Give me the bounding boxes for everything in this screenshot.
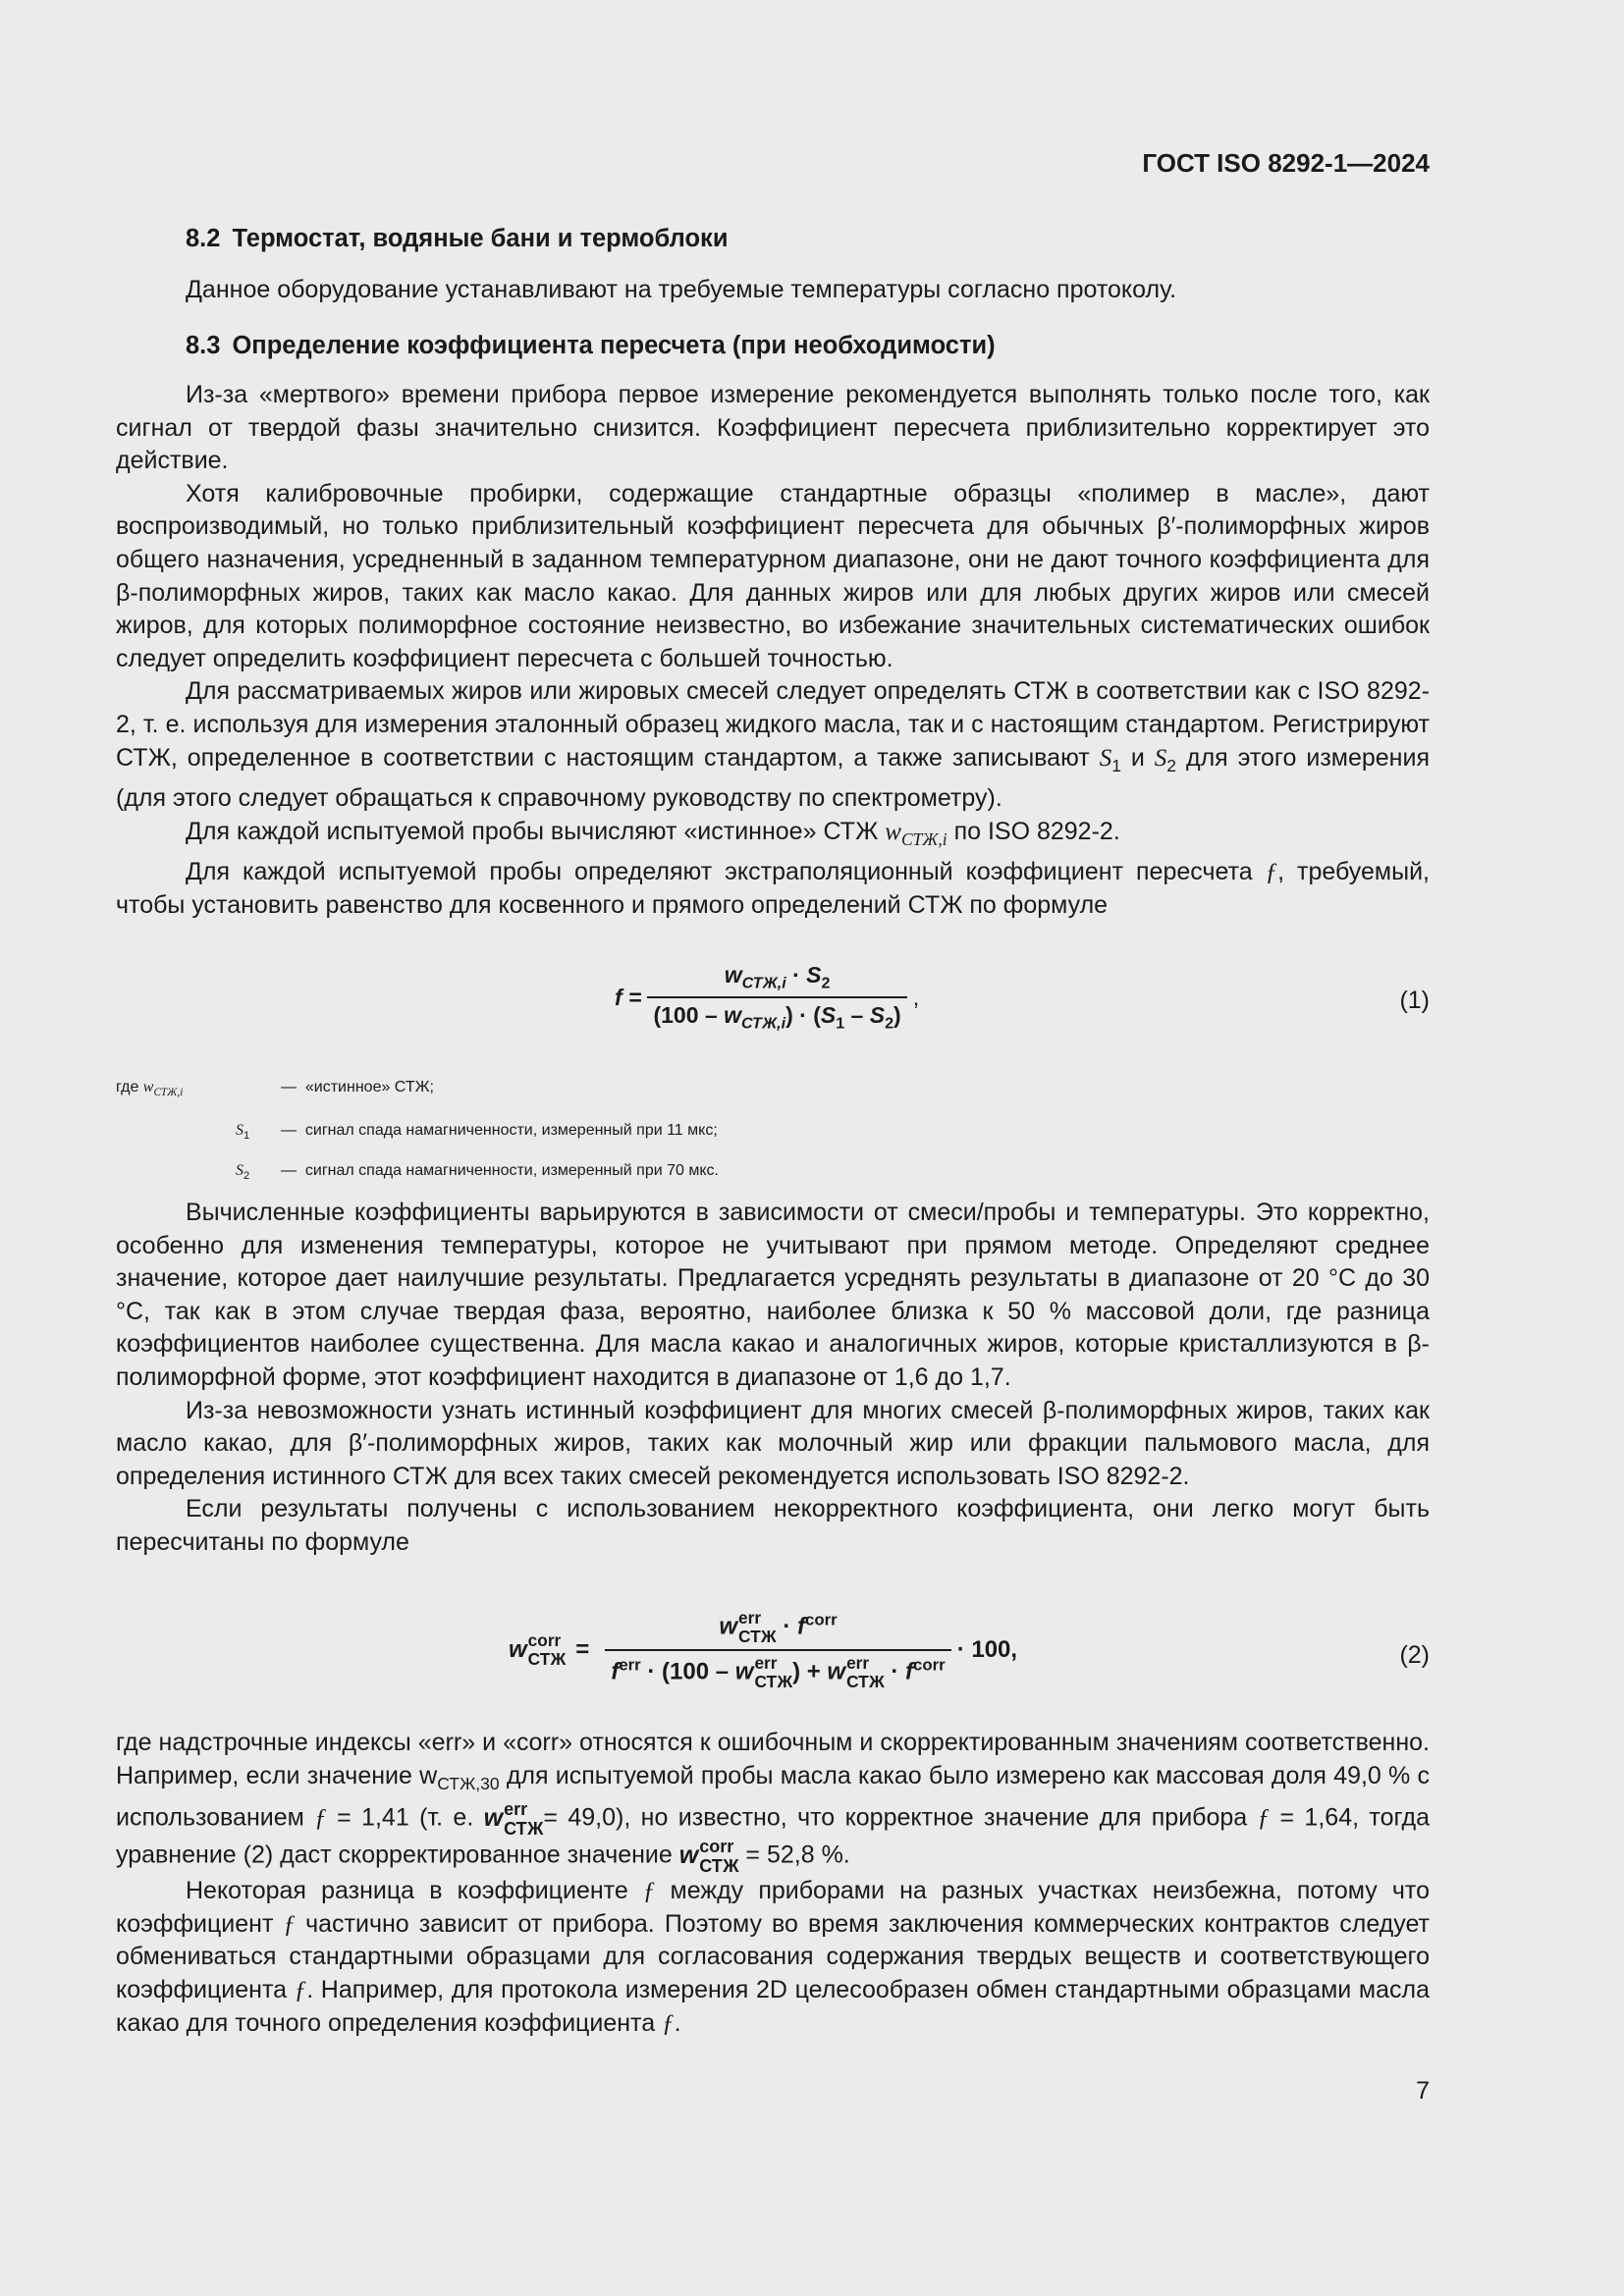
paragraph: Для каждой испытуемой пробы определяют экстраполяционный коэффициент пересчета ƒ, требуемый, чтобы установить равенство для косвенного и прямого определений СТЖ по формуле xyxy=(116,858,1430,919)
section-title: Термостат, водяные бани и термоблоки xyxy=(232,225,729,252)
formula-2-fraction: w err СТЖ · $f^{corr}$ $f^{err} \cdot (100 - w$ err СТЖ ) + w err СТЖ · $f^{corr}$ xyxy=(605,1610,950,1690)
body-text-block-2 xyxy=(116,1197,1430,1560)
where-row-1: где $w_{СТЖ,i}$ xyxy=(116,1079,184,1099)
formula-1-fraction: $\frac{w_{СТЖ,i} \cdot S_2}{(100 - w_{СТЖ,i}) \cdot (S_1 - S_2)}$ xyxy=(647,962,906,1033)
where-row-1-desc: — «истинное» СТЖ; xyxy=(281,1079,434,1095)
section-number: 8.3 xyxy=(186,332,221,359)
where-row-2-desc: — сигнал спада намагниченности, измеренный при 11 мкс; xyxy=(281,1122,718,1139)
paragraph: Некоторая разница в коэффициенте ƒ между приборами на разных участках неизбежна, потому что коэффициент ƒ частично зависит от прибора. Поэтому во время заключения коммерческих контрактов следует обмениваться стандартными образцами для согласования содержания твердых веществ и соответствующего коэффициента ƒ. Например, для протокола измерения 2D целесообразен обмен стандартными образцами масла какао для точного определения коэффициента ƒ. xyxy=(116,1877,1431,2037)
section-8-2-text: Данное оборудование устанавливают на требуемые температуры согласно протоколу. xyxy=(186,276,1177,303)
where-row-3: $S_2$ xyxy=(236,1162,250,1183)
formula-2: w corr СТЖ = w err СТЖ · $f^{corr}$ $f^{err} \cdot (100 - w$ err СТЖ ) + w err СТЖ · $f^{corr}$ · 100, xyxy=(509,1608,1018,1691)
equation-number-1: (1) xyxy=(1399,987,1430,1014)
page-number: 7 xyxy=(1416,2077,1430,2105)
formula-1: f = $\frac{w_{СТЖ,i} \cdot S_2}{(100 - w_{СТЖ,i}) \cdot (S_1 - S_2)}$ , xyxy=(615,962,920,1033)
paragraph: Для рассматриваемых жиров или жировых смесей следует определять СТЖ в соответствии как с ISO 8292-2, т. е. используя для измерения эталонный образец жидкого масла, так и с настоящим стандартом. Регистрируют СТЖ, определенное в соответствии с настоящим стандартом, а также записывают $S_1$ и $S_2$ для этого измерения (для этого следует обращаться к справочному руководству по спектрометру). xyxy=(116,677,1430,813)
paragraph: Из-за «мертвого» времени прибора первое измерение рекомендуется выполнять только после того, как сигнал от твердой фазы значительно снизится. Коэффициент пересчета приблизительно корректирует это действие. xyxy=(116,381,1430,475)
equation-number-2: (2) xyxy=(1399,1641,1430,1669)
paragraph: Из-за невозможности узнать истинный коэффициент для многих смесей β-полиморфных жиров, таких как масло какао, для β′-полиморфных жиров, таких как молочный жир или фракции пальмового масла, для определения истинного СТЖ для всех таких смесей рекомендуется использовать ISO 8292-2. xyxy=(116,1396,1430,1490)
where-row-2: $S_1$ xyxy=(236,1122,250,1143)
paragraph: Хотя калибровочные пробирки, содержащие стандартные образцы «полимер в масле», дают воспроизводимый, но только приблизительный коэффициент пересчета для обычных β′-полиморфных жиров общего назначения, усредненный в заданном температурном диапазоне, они не дают точного коэффициента для β-полиморфных жиров, таких как масло какао. Для данных жиров или для любых других жиров или смесей жиров, для которых полиморфное состояние неизвестно, во избежание значительных систематических ошибок следует определить коэффициент пересчета с большей точностью. xyxy=(116,479,1430,672)
section-8-3-heading xyxy=(186,332,996,360)
paragraph: Если результаты получены с использованием некорректного коэффициента, они легко могут быть пересчитаны по формуле xyxy=(116,1495,1430,1556)
body-text-block-3 xyxy=(116,1727,1430,2040)
section-number: 8.2 xyxy=(186,225,221,252)
section-8-2-heading xyxy=(186,225,729,253)
paragraph: Вычисленные коэффициенты варьируются в зависимости от смеси/пробы и температуры. Это корректно, особенно для изменения температуры, которое не учитывают при прямом методе. Определяют среднее значение, которое дает наилучшие результаты. Предлагается усреднять результаты в диапазоне от 20 °С до 30 °С, так как в этом случае твердая фаза, вероятно, наиболее близка к 50 % массовой доли, где разница коэффициентов наиболее существенна. Для масла какао и аналогичных жиров, которые кристаллизуются в β-полиморфной форме, этот коэффициент находится в диапазоне от 1,6 до 1,7. xyxy=(116,1199,1430,1391)
standard-header: ГОСТ ISO 8292-1—2024 xyxy=(1142,148,1430,178)
paragraph: Для каждой испытуемой пробы вычисляют «истинное» СТЖ $w_{СТЖ,i}$ по ISO 8292-2. xyxy=(186,817,1120,849)
paragraph: где надстрочные индексы «err» и «corr» относятся к ошибочным и скорректированным значениям соответственно. Например, если значение $w_{СТЖ,30}$ для испытуемой пробы масла какао было измерено как массовая доля 49,0 % с использованием ƒ = 1,41 (т. е. w err СТЖ = 49,0), но известно, что корректное значение для прибора ƒ = 1,64, тогда уравнение (2) даст скорректированное значение w corr СТЖ = 52,8 %. xyxy=(116,1729,1430,1877)
section-title: Определение коэффициента пересчета (при необходимости) xyxy=(232,332,996,359)
body-text-block-1 xyxy=(116,379,1430,923)
where-row-3-desc: — сигнал спада намагниченности, измеренный при 70 мкс. xyxy=(281,1162,719,1179)
